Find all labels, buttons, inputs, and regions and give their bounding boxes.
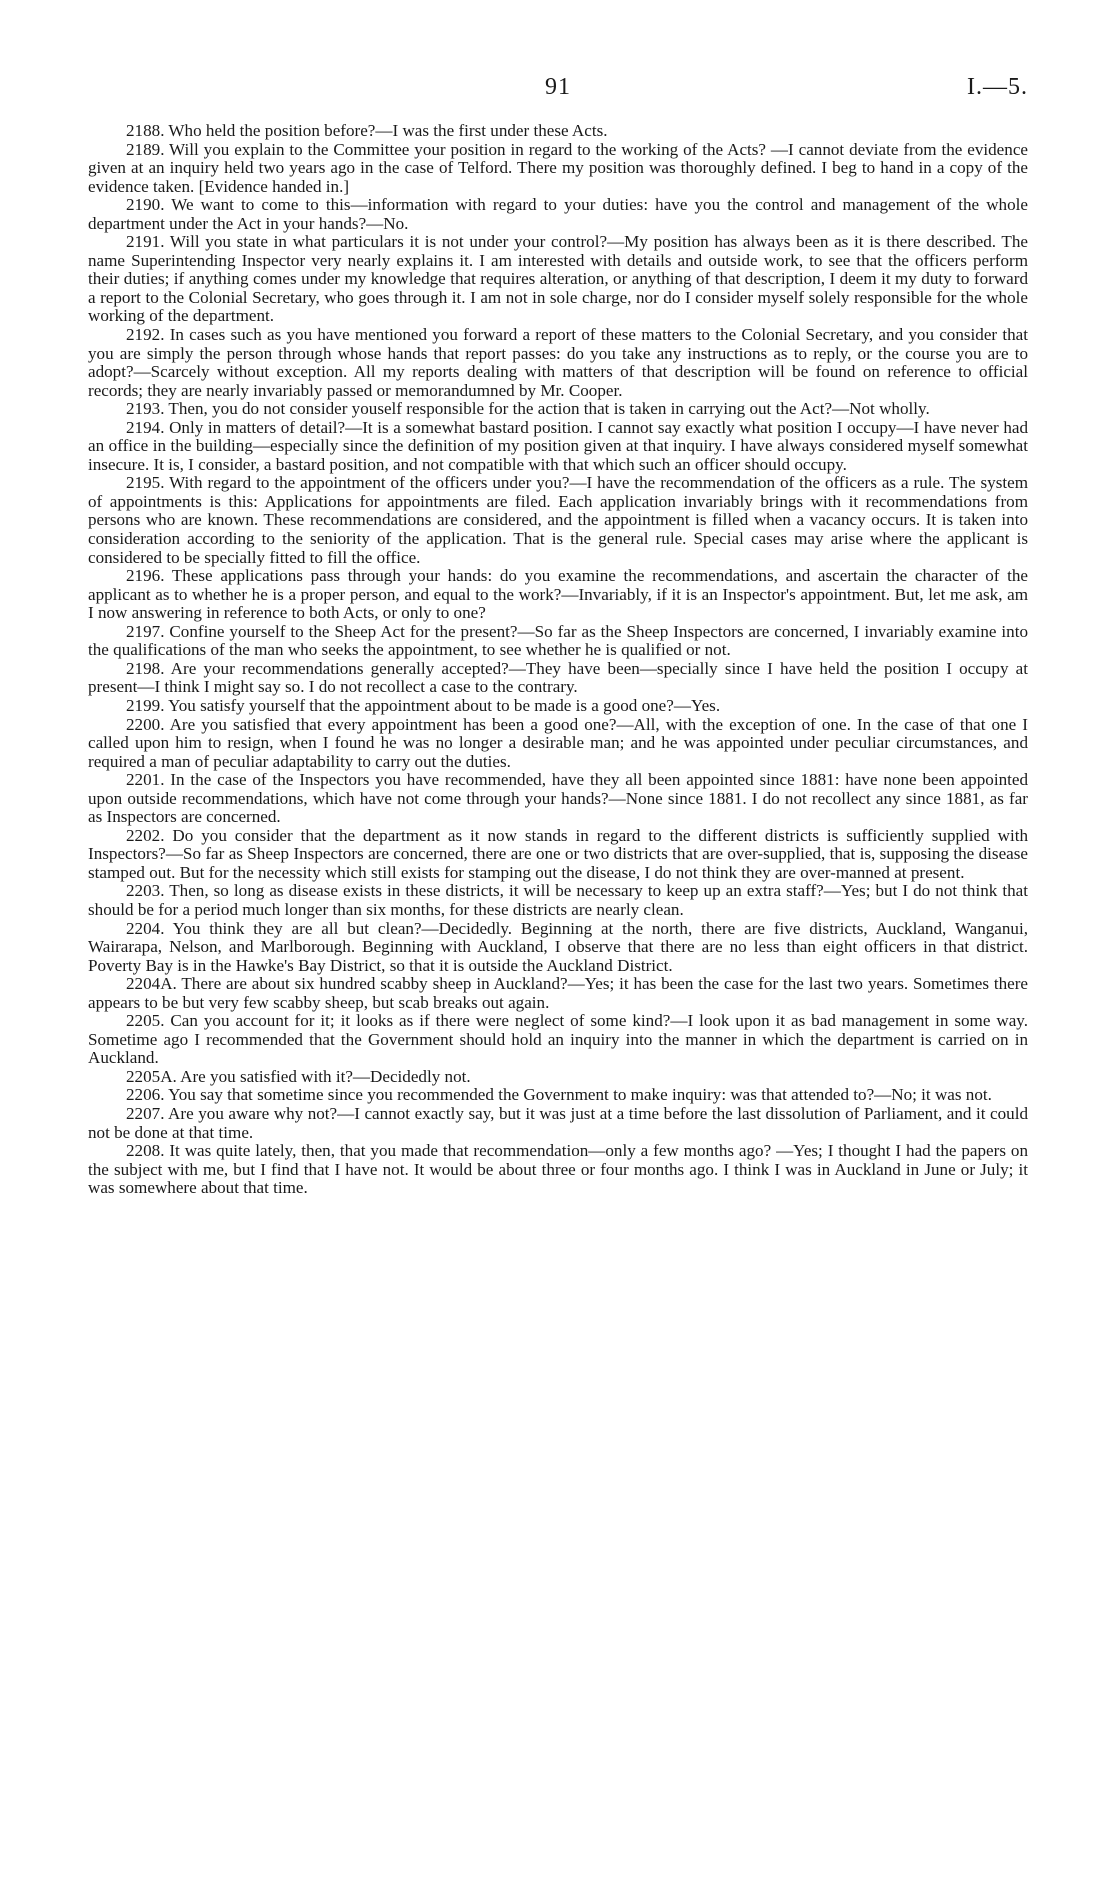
page-header — [88, 74, 1028, 116]
paragraph-2188: 2188. Who held the position before?—I was the first under these Acts. — [126, 121, 608, 140]
paragraph-2203: 2203. Then, so long as disease exists in these districts, it will be necessary to keep up an extra staff?—Yes; but I do not think that should be for a period much longer than six months, for these districts are nearly clean. — [88, 881, 1028, 919]
page-number: 91 — [545, 74, 571, 100]
paragraph-2206: 2206. You say that sometime since you recommended the Government to make inquiry: was that attended to?—No; it was not. — [126, 1085, 992, 1105]
paragraph-2190: 2190. We want to come to this—information with regard to your duties: have you the control and management of the whole department under the Act in your hands?—No. — [88, 195, 1028, 233]
paragraph-2205a: 2205A. Are you satisfied with it?—Decidedly not. — [126, 1066, 471, 1086]
paragraph-2200: 2200. Are you satisfied that every appointment has been a good one?—All, with the exception of one. In the case of that one I called upon him to resign, when I found he was no longer a desirable man; and he was appointed under peculiar circumstances, and required a man of peculiar adaptability to carry out the duties. — [88, 714, 1028, 771]
document-page — [88, 74, 1028, 1198]
paper-reference: I.—5. — [967, 74, 1028, 100]
paragraph-2193: 2193. Then, you do not consider youself responsible for the action that is taken in carrying out the Act?—Not wholly. — [126, 399, 930, 419]
paragraph-2208: 2208. It was quite lately, then, that you made that recommendation—only a few months ago? —Yes; I thought I had the papers on the subject with me, but I find that I have not. It would be about three or four months ago. I think I was in Auckland in June or July; it was somewhere about that time. — [88, 1141, 1028, 1198]
paragraph-2194: 2194. Only in matters of detail?—It is a somewhat bastard position. I cannot say exactly what position I occupy—I have never had an office in the building—especially since the definition of my position given at that inquiry. I have always considered myself somewhat insecure. It is, I consider, a bastard position, and not compatible with that which such an officer should occupy. — [88, 417, 1028, 474]
paragraph-2196: 2196. These applications pass through your hands: do you examine the recommendations, and ascertain the character of the applicant as to whether he is a proper person, and equal to the work?—Invariably, if it is an Inspector's appointment. But, let me ask, am I now answering in reference to both Acts, or only to one? — [88, 566, 1028, 623]
paragraph-2197: 2197. Confine yourself to the Sheep Act for the present?—So far as the Sheep Inspectors are concerned, I invariably examine into the qualifications of the man who seeks the appointment, to see whether he is qualified or not. — [88, 621, 1028, 660]
paragraph-2205: 2205. Can you account for it; it looks as if there were neglect of some kind?—I look upon it as bad management in some way. Sometime ago I recommended that the Government should hold an inquiry into the manner in which the department is carried on in Auckland. — [88, 1011, 1028, 1068]
paragraph-2199: 2199. You satisfy yourself that the appointment about to be made is a good one?—Yes. — [126, 695, 721, 715]
paragraph-2191: 2191. Will you state in what particulars it is not under your control?—My position has always been as it is there described. The name Superintending Inspector very nearly explains it. I am interested with details and outside work, to see that the officers perform their duties; if anything comes under my knowledge that requires alteration, or anything of that description, I deem it my duty to forward a report to the Colonial Secretary, who goes through it. I am not in sole charge, nor do I consider myself solely responsible for the whole working of the department. — [88, 232, 1028, 326]
paragraph-2192: 2192. In cases such as you have mentioned you forward a report of these matters to the Colonial Secretary, and you consider that you are simply the person through whose hands that report passes: do you take any instructions as to reply, or the course you are to adopt?—Scarcely without exception. All my reports dealing with matters of that description will be found on reference to official records; they are nearly invariably passed or memorandumned by Mr. Cooper. — [88, 325, 1028, 400]
paragraph-2201: 2201. In the case of the Inspectors you have recommended, have they all been appointed since 1881: have none been appointed upon outside recommendations, which have not come through your hands?—None since 1881. I do not recollect any since 1881, as far as Inspectors are concerned. — [88, 770, 1028, 827]
paragraph-2189: 2189. Will you explain to the Committee your position in regard to the working of the Acts? —I cannot deviate from the evidence given at an inquiry held two years ago in the case of Telford. There my position was thoroughly defined. I beg to hand in a copy of the evidence taken. [Evidence handed in.] — [88, 139, 1028, 196]
paragraph-2195: 2195. With regard to the appointment of the officers under you?—I have the recommendation of the officers as a rule. The system of appointments is this: Applications for appointments are filed. Each application invariably brings with it recommendations from persons who are known. These recommendations are considered, and the appointment is filled when a vacancy occurs. It is taken into consideration according to the seniority of the application. That is the general rule. Special cases may arise where the applicant is considered to be specially fitted to fill the office. — [88, 473, 1028, 567]
paragraph-2198: 2198. Are your recommendations generally accepted?—They have been—specially since I have held the position I occupy at present—I think I might say so. I do not recollect a case to the contrary. — [88, 658, 1028, 697]
paragraph-2204: 2204. You think they are all but clean?—Decidedly. Beginning at the north, there are five districts, Auckland, Wanganui, Wairarapa, Nelson, and Marlborough. Beginning with Auckland, I observe that there are no less than eight officers in that district. Poverty Bay is in the Hawke's Bay District, so that it is outside the Auckland District. — [88, 918, 1028, 975]
paragraph-2204a: 2204A. There are about six hundred scabby sheep in Auckland?—Yes; it has been the case for the last two years. Sometimes there appears to be but very few scabby sheep, but scab breaks out again. — [88, 974, 1028, 1012]
paragraph-2207: 2207. Are you aware why not?—I cannot exactly say, but it was just at a time before the last dissolution of Parliament, and it could not be done at that time. — [88, 1103, 1028, 1142]
evidence-body — [88, 122, 1028, 1198]
paragraph-2202: 2202. Do you consider that the department as it now stands in regard to the different districts is sufficiently supplied with Inspectors?—So far as Sheep Inspectors are concerned, there are one or two districts that are over-supplied, that is, supposing the disease stamped out. But for the necessity which still exists for stamping out the disease, I do not think they are over-manned at present. — [88, 825, 1028, 882]
